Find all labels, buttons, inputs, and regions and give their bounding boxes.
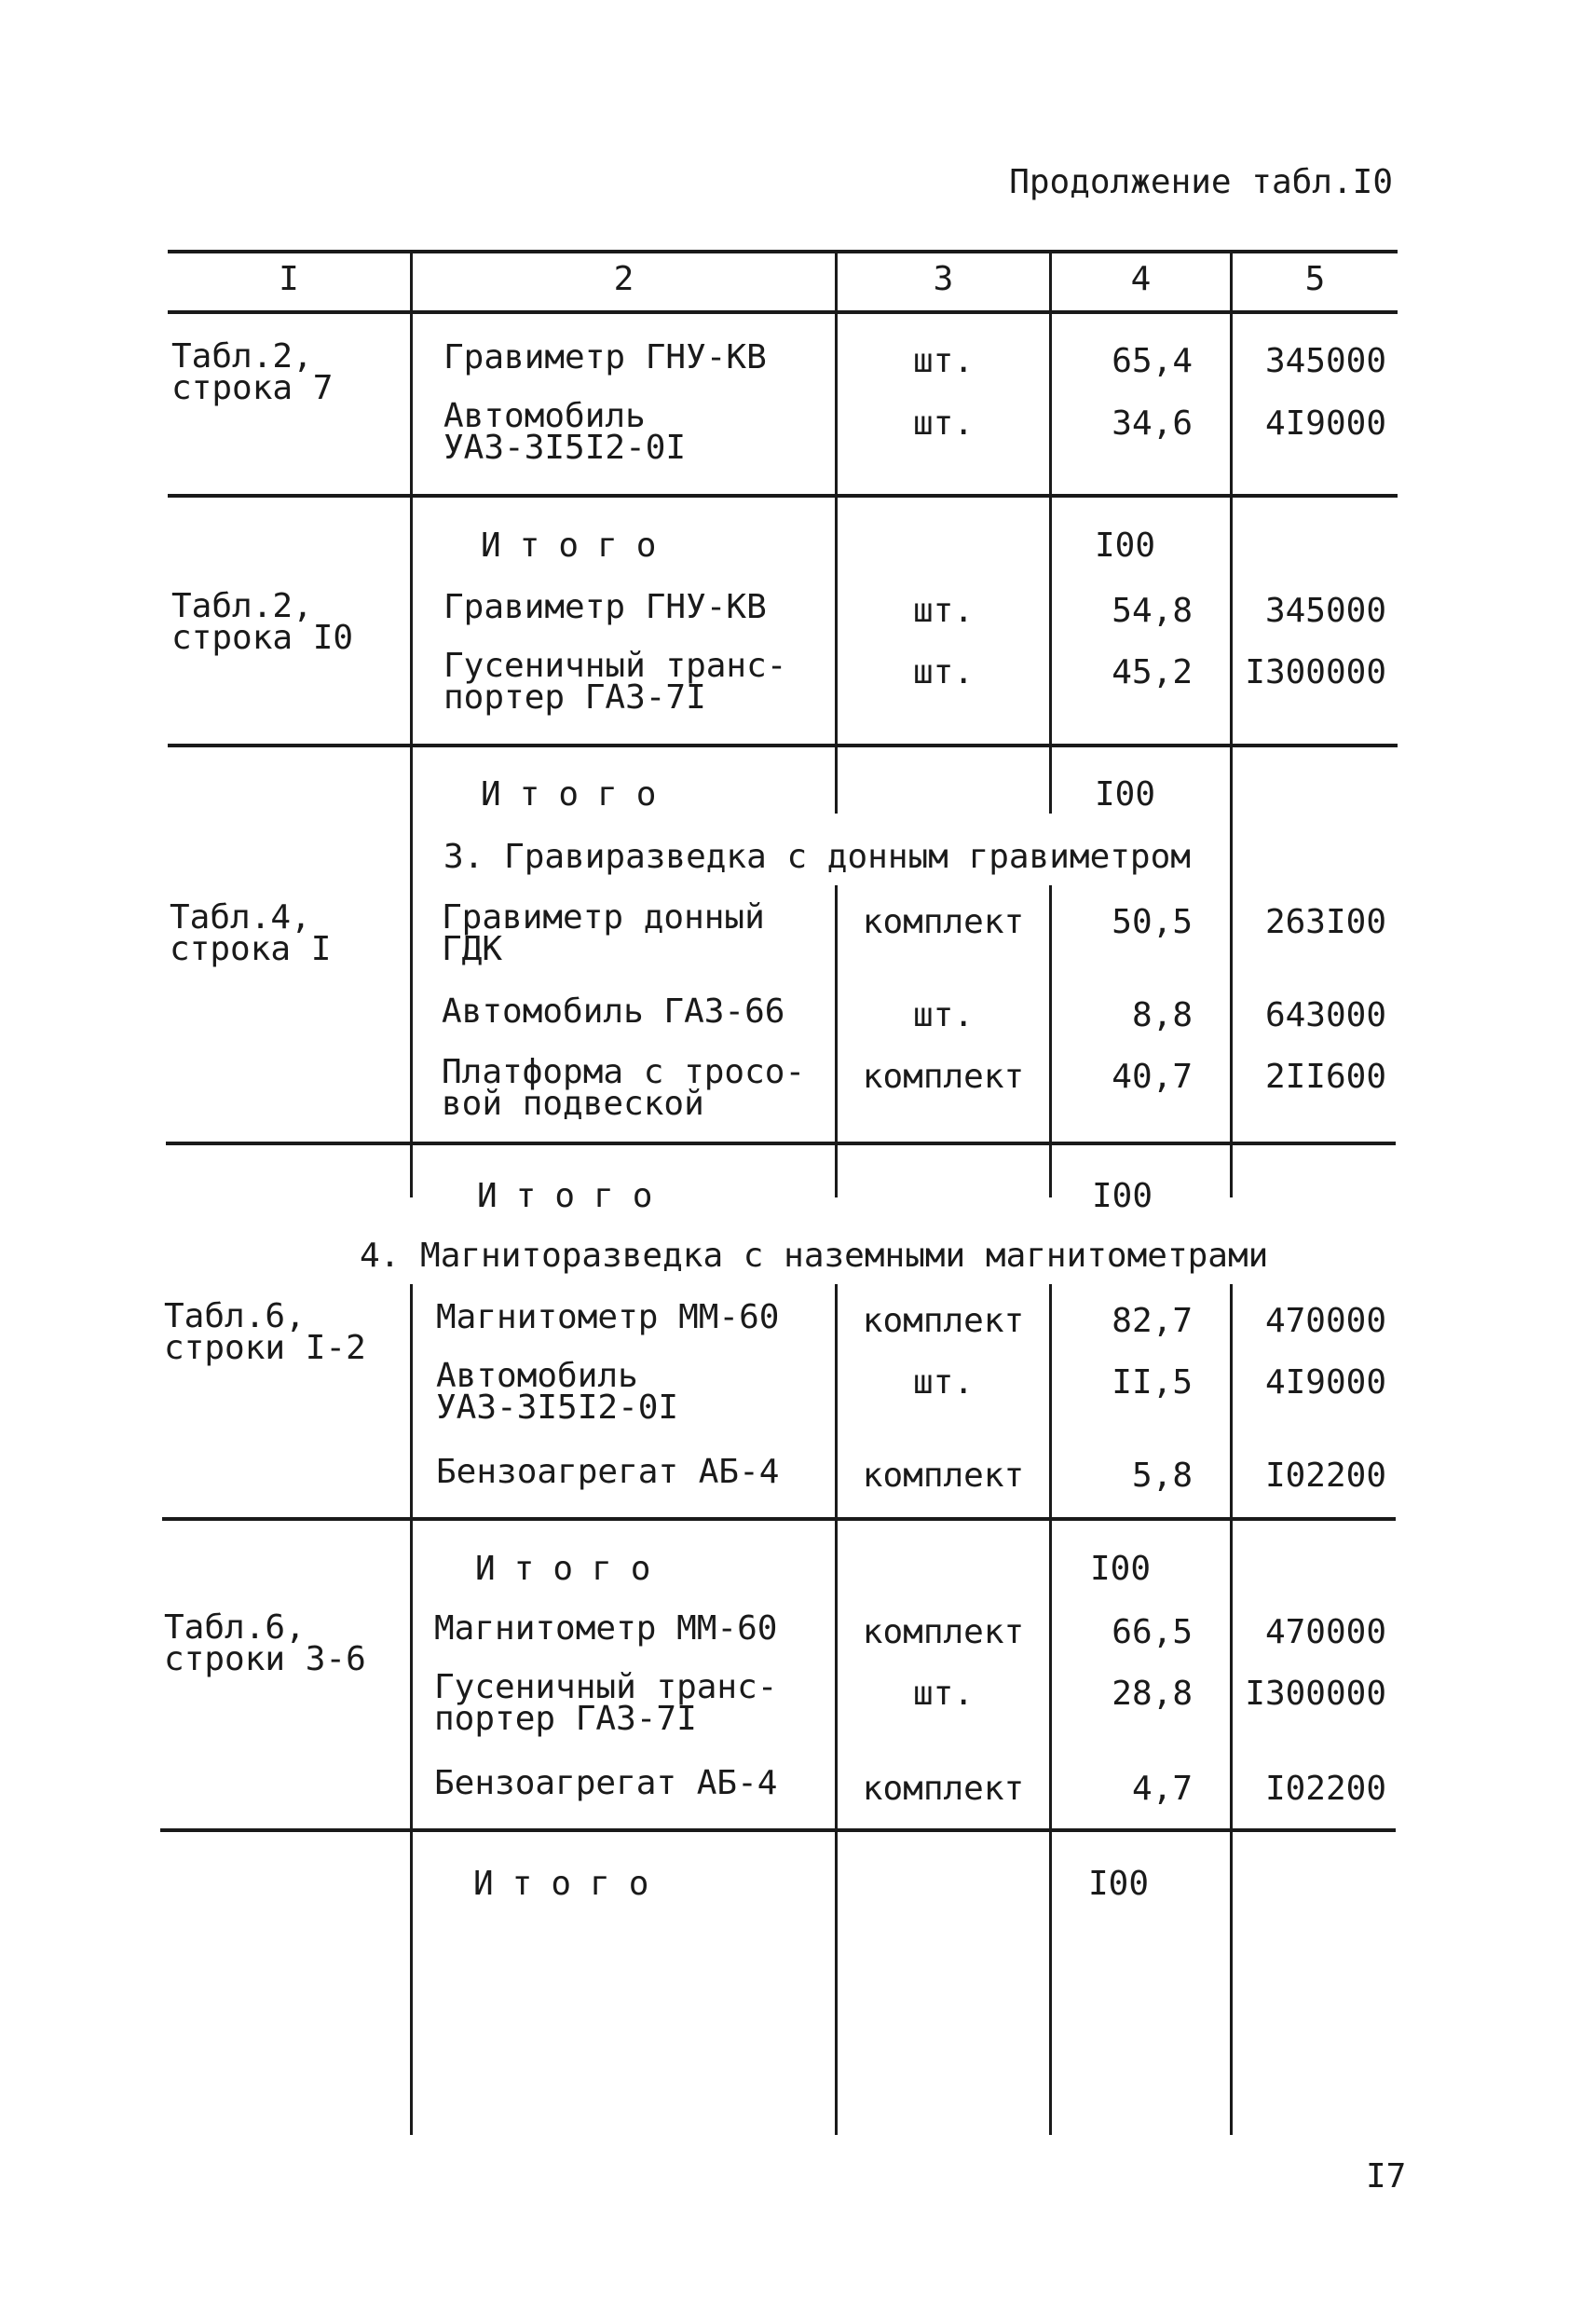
column-divider [1049, 250, 1052, 814]
item-name: Гусеничный транс- портер ГАЗ-7I [434, 1668, 778, 1738]
column-divider [410, 250, 413, 1197]
item-price: 470000 [1264, 1613, 1386, 1651]
item-unit: шт. [912, 653, 975, 691]
column-header-2: 2 [613, 260, 634, 298]
total-label: Итого [481, 775, 675, 814]
item-price: 643000 [1264, 996, 1386, 1034]
item-share: 28,8 [1112, 1675, 1193, 1713]
source-reference: Табл.6, строки I-2 [164, 1297, 366, 1367]
source-reference: Табл.6, строки 3-6 [164, 1608, 366, 1678]
item-name: Магнитометр ММ-60 [436, 1298, 780, 1336]
column-header-4: 4 [1130, 260, 1152, 298]
item-name: Автомобиль УАЗ-3I5I2-0I [443, 397, 687, 467]
item-unit: комплект [862, 1457, 1025, 1495]
item-name: Платформа с тросо- вой подвеской [442, 1053, 806, 1123]
total-value: I00 [1095, 775, 1156, 814]
column-divider [835, 250, 838, 814]
header-bottom-rule [168, 310, 1398, 314]
item-price: 4I9000 [1264, 404, 1386, 443]
source-reference: Табл.2, строка 7 [171, 337, 334, 407]
item-unit: шт. [912, 342, 975, 380]
column-header-5: 5 [1304, 260, 1326, 298]
total-label: Итого [475, 1550, 670, 1588]
total-value: I00 [1095, 527, 1156, 565]
total-value: I00 [1090, 1550, 1152, 1588]
total-label: Итого [481, 527, 675, 565]
item-price: 263I00 [1264, 903, 1386, 941]
item-share: 45,2 [1112, 653, 1193, 691]
item-price: I02200 [1264, 1457, 1386, 1495]
table-top-rule [168, 250, 1398, 253]
item-unit: комплект [862, 903, 1025, 941]
page-number: I7 [1366, 2157, 1407, 2196]
column-header-1: I [279, 260, 299, 298]
column-divider [1049, 1284, 1052, 2135]
source-reference: Табл.2, строка I0 [171, 587, 354, 657]
item-share: 82,7 [1112, 1302, 1193, 1340]
total-value: I00 [1092, 1177, 1153, 1215]
item-share: 34,6 [1112, 404, 1193, 443]
section-heading: 3. Гравиразведка с донным гравиметром [443, 838, 1191, 876]
total-value: I00 [1088, 1865, 1150, 1903]
item-price: 2II600 [1264, 1058, 1386, 1096]
item-share: 66,5 [1112, 1613, 1193, 1651]
item-price: 470000 [1264, 1302, 1386, 1340]
item-name: Автомобиль УАЗ-3I5I2-0I [436, 1357, 679, 1427]
column-divider [1230, 250, 1233, 1197]
item-share: 50,5 [1112, 903, 1193, 941]
item-name: Гравиметр ГНУ-КВ [443, 588, 767, 626]
block-rule [160, 1828, 1396, 1832]
item-name: Бензоагрегат АБ-4 [434, 1764, 778, 1802]
column-divider [410, 1284, 413, 2135]
item-price: 4I9000 [1264, 1363, 1386, 1402]
item-share: 40,7 [1112, 1058, 1193, 1096]
item-share: 4,7 [1131, 1770, 1193, 1808]
item-name: Гравиметр ГНУ-КВ [443, 338, 767, 376]
source-reference: Табл.4, строка I [170, 898, 332, 968]
item-name: Гравиметр донный ГДК [442, 898, 765, 968]
total-label: Итого [473, 1865, 668, 1903]
column-header-3: 3 [933, 260, 954, 298]
total-label: Итого [477, 1177, 672, 1215]
block-rule [168, 494, 1398, 498]
item-price: I02200 [1264, 1770, 1386, 1808]
item-price: I300000 [1245, 1675, 1386, 1713]
block-rule [166, 1142, 1396, 1145]
item-name: Гусеничный транс- портер ГАЗ-7I [443, 647, 787, 717]
item-unit: комплект [862, 1770, 1025, 1808]
item-unit: комплект [862, 1058, 1025, 1096]
item-price: I300000 [1245, 653, 1386, 691]
item-name: Автомобиль ГАЗ-66 [442, 992, 785, 1031]
item-unit: комплект [862, 1613, 1025, 1651]
item-unit: шт. [912, 592, 975, 630]
item-name: Бензоагрегат АБ-4 [436, 1453, 780, 1491]
item-unit: шт. [912, 996, 975, 1034]
item-share: 65,4 [1112, 342, 1193, 380]
block-rule [168, 744, 1398, 747]
item-name: Магнитометр ММ-60 [434, 1609, 778, 1648]
item-price: 345000 [1264, 342, 1386, 380]
item-share: 5,8 [1131, 1457, 1193, 1495]
item-unit: шт. [912, 1675, 975, 1713]
block-rule [162, 1517, 1396, 1521]
column-divider [1049, 885, 1052, 1197]
section-heading: 4. Магниторазведка с наземными магнитометрами [360, 1237, 1269, 1275]
item-unit: комплект [862, 1302, 1025, 1340]
item-share: 8,8 [1131, 996, 1193, 1034]
item-price: 345000 [1264, 592, 1386, 630]
item-unit: шт. [912, 404, 975, 443]
continuation-caption: Продолжение табл.I0 [1009, 163, 1393, 201]
item-share: II,5 [1112, 1363, 1193, 1402]
item-share: 54,8 [1112, 592, 1193, 630]
item-unit: шт. [912, 1363, 975, 1402]
